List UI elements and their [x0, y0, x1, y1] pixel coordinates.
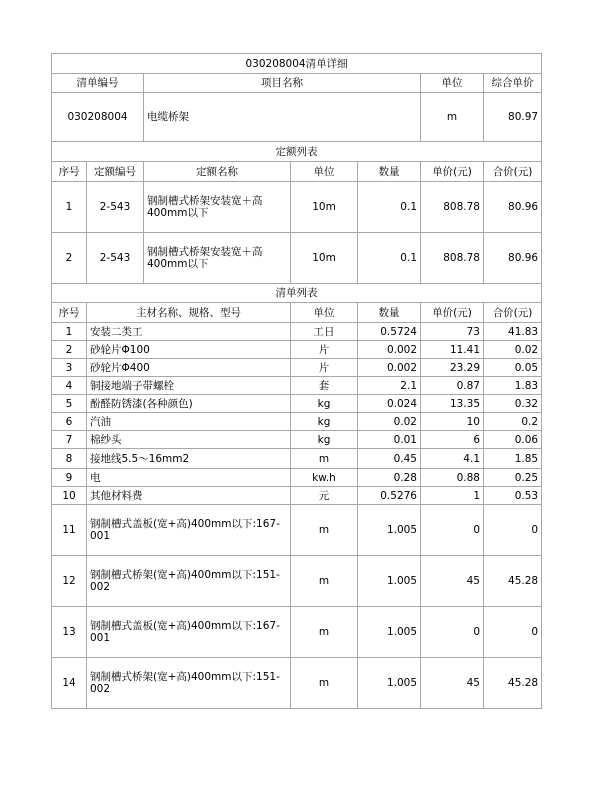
materials-unit: m: [291, 449, 358, 469]
materials-total: 0.02: [484, 341, 542, 359]
materials-price: 45: [421, 658, 484, 709]
quota-qty: 0.1: [358, 233, 421, 284]
materials-name: 钢制槽式盖板(宽+高)400mm以下:167-001: [87, 607, 291, 658]
materials-row: [52, 341, 542, 359]
materials-total: 45.28: [484, 658, 542, 709]
materials-header-name: 主材名称、规格、型号: [87, 303, 291, 323]
materials-row: [52, 505, 542, 556]
materials-total: 0.05: [484, 359, 542, 377]
item-price: 80.97: [484, 93, 542, 142]
materials-qty: 0.002: [358, 359, 421, 377]
materials-name: 接地线5.5～16mm2: [87, 449, 291, 469]
materials-price: 0: [421, 607, 484, 658]
materials-name: 酚醛防锈漆(各种颜色): [87, 395, 291, 413]
materials-price: 10: [421, 413, 484, 431]
materials-unit: m: [291, 607, 358, 658]
materials-unit: m: [291, 658, 358, 709]
materials-qty: 0.024: [358, 395, 421, 413]
quota-code: 2-543: [87, 233, 144, 284]
item-code: 030208004: [52, 93, 144, 142]
materials-total: 0.32: [484, 395, 542, 413]
materials-no: 8: [52, 449, 87, 469]
materials-qty: 0.02: [358, 413, 421, 431]
quota-total: 80.96: [484, 233, 542, 284]
materials-total: 0.25: [484, 469, 542, 487]
materials-qty: 0.28: [358, 469, 421, 487]
materials-price: 13.35: [421, 395, 484, 413]
materials-unit: m: [291, 505, 358, 556]
materials-total: 0: [484, 505, 542, 556]
quota-qty: 0.1: [358, 182, 421, 233]
quota-header-code: 定额编号: [87, 162, 144, 182]
quota-header-no: 序号: [52, 162, 87, 182]
materials-price: 6: [421, 431, 484, 449]
materials-qty: 2.1: [358, 377, 421, 395]
materials-no: 13: [52, 607, 87, 658]
quota-header-qty: 数量: [358, 162, 421, 182]
quota-header-unit: 单位: [291, 162, 358, 182]
materials-name: 电: [87, 469, 291, 487]
materials-no: 4: [52, 377, 87, 395]
quota-unit: 10m: [291, 182, 358, 233]
materials-total: 0.2: [484, 413, 542, 431]
materials-total: 0: [484, 607, 542, 658]
header-unit: 单位: [421, 74, 484, 93]
materials-price: 11.41: [421, 341, 484, 359]
materials-name: 钢制槽式桥架(宽+高)400mm以下:151-002: [87, 556, 291, 607]
quota-unit: 10m: [291, 233, 358, 284]
materials-qty: 0.45: [358, 449, 421, 469]
materials-unit: 片: [291, 341, 358, 359]
materials-no: 3: [52, 359, 87, 377]
materials-price: 4.1: [421, 449, 484, 469]
materials-total: 0.06: [484, 431, 542, 449]
materials-name: 钢制槽式盖板(宽+高)400mm以下:167-001: [87, 505, 291, 556]
materials-row: [52, 658, 542, 709]
quota-row: [52, 233, 542, 284]
materials-no: 6: [52, 413, 87, 431]
materials-price: 0: [421, 505, 484, 556]
materials-price: 45: [421, 556, 484, 607]
materials-no: 10: [52, 487, 87, 505]
materials-no: 12: [52, 556, 87, 607]
materials-qty: 0.5724: [358, 323, 421, 341]
materials-qty: 1.005: [358, 505, 421, 556]
materials-header-total: 合价(元): [484, 303, 542, 323]
materials-no: 2: [52, 341, 87, 359]
materials-no: 7: [52, 431, 87, 449]
materials-qty: 1.005: [358, 607, 421, 658]
materials-total: 45.28: [484, 556, 542, 607]
materials-row: [52, 359, 542, 377]
item-unit: m: [421, 93, 484, 142]
materials-unit: 套: [291, 377, 358, 395]
materials-no: 5: [52, 395, 87, 413]
materials-qty: 0.01: [358, 431, 421, 449]
materials-unit: 片: [291, 359, 358, 377]
materials-no: 1: [52, 323, 87, 341]
header-price: 综合单价: [484, 74, 542, 93]
materials-unit: kg: [291, 395, 358, 413]
materials-name: 砂轮片Φ100: [87, 341, 291, 359]
quota-name: 钢制槽式桥架安装宽＋高400mm以下: [144, 182, 291, 233]
materials-unit: 工日: [291, 323, 358, 341]
quota-header-price: 单价(元): [421, 162, 484, 182]
quota-total: 80.96: [484, 182, 542, 233]
quota-section-title: 定额列表: [52, 142, 542, 162]
materials-header-price: 单价(元): [421, 303, 484, 323]
header-name: 项目名称: [144, 74, 421, 93]
materials-unit: kg: [291, 431, 358, 449]
materials-name: 汽油: [87, 413, 291, 431]
quota-header-row: [52, 162, 542, 182]
materials-row: [52, 395, 542, 413]
materials-price: 73: [421, 323, 484, 341]
materials-row: [52, 607, 542, 658]
materials-total: 1.83: [484, 377, 542, 395]
materials-name: 砂轮片Φ400: [87, 359, 291, 377]
materials-row: [52, 469, 542, 487]
materials-row: [52, 487, 542, 505]
materials-price: 23.29: [421, 359, 484, 377]
materials-row: [52, 449, 542, 469]
materials-name: 钢制槽式桥架(宽+高)400mm以下:151-002: [87, 658, 291, 709]
materials-no: 11: [52, 505, 87, 556]
quota-no: 1: [52, 182, 87, 233]
table-title: 030208004清单详细: [52, 54, 542, 74]
materials-name: 棉纱头: [87, 431, 291, 449]
materials-name: 其他材料费: [87, 487, 291, 505]
header-code: 清单编号: [52, 74, 144, 93]
materials-section-title: 清单列表: [52, 284, 542, 303]
quota-row: [52, 182, 542, 233]
materials-price: 1: [421, 487, 484, 505]
materials-qty: 1.005: [358, 556, 421, 607]
materials-header-qty: 数量: [358, 303, 421, 323]
materials-no: 9: [52, 469, 87, 487]
materials-no: 14: [52, 658, 87, 709]
materials-row: [52, 556, 542, 607]
materials-row: [52, 413, 542, 431]
materials-qty: 0.5276: [358, 487, 421, 505]
materials-qty: 0.002: [358, 341, 421, 359]
materials-row: [52, 377, 542, 395]
materials-row: [52, 323, 542, 341]
materials-qty: 1.005: [358, 658, 421, 709]
materials-unit: 元: [291, 487, 358, 505]
quota-no: 2: [52, 233, 87, 284]
materials-header-unit: 单位: [291, 303, 358, 323]
materials-row: [52, 431, 542, 449]
quota-header-name: 定额名称: [144, 162, 291, 182]
quota-price: 808.78: [421, 233, 484, 284]
materials-unit: kg: [291, 413, 358, 431]
quota-header-total: 合价(元): [484, 162, 542, 182]
quota-code: 2-543: [87, 182, 144, 233]
materials-header-row: [52, 303, 542, 323]
materials-total: 1.85: [484, 449, 542, 469]
quota-name: 钢制槽式桥架安装宽＋高400mm以下: [144, 233, 291, 284]
materials-header-no: 序号: [52, 303, 87, 323]
materials-unit: m: [291, 556, 358, 607]
materials-name: 铜接地端子带螺栓: [87, 377, 291, 395]
materials-name: 安装二类工: [87, 323, 291, 341]
materials-price: 0.88: [421, 469, 484, 487]
item-name: 电缆桥架: [144, 93, 421, 142]
materials-price: 0.87: [421, 377, 484, 395]
quota-price: 808.78: [421, 182, 484, 233]
materials-total: 0.53: [484, 487, 542, 505]
materials-unit: kw.h: [291, 469, 358, 487]
bill-detail-table: [51, 53, 542, 709]
materials-total: 41.83: [484, 323, 542, 341]
